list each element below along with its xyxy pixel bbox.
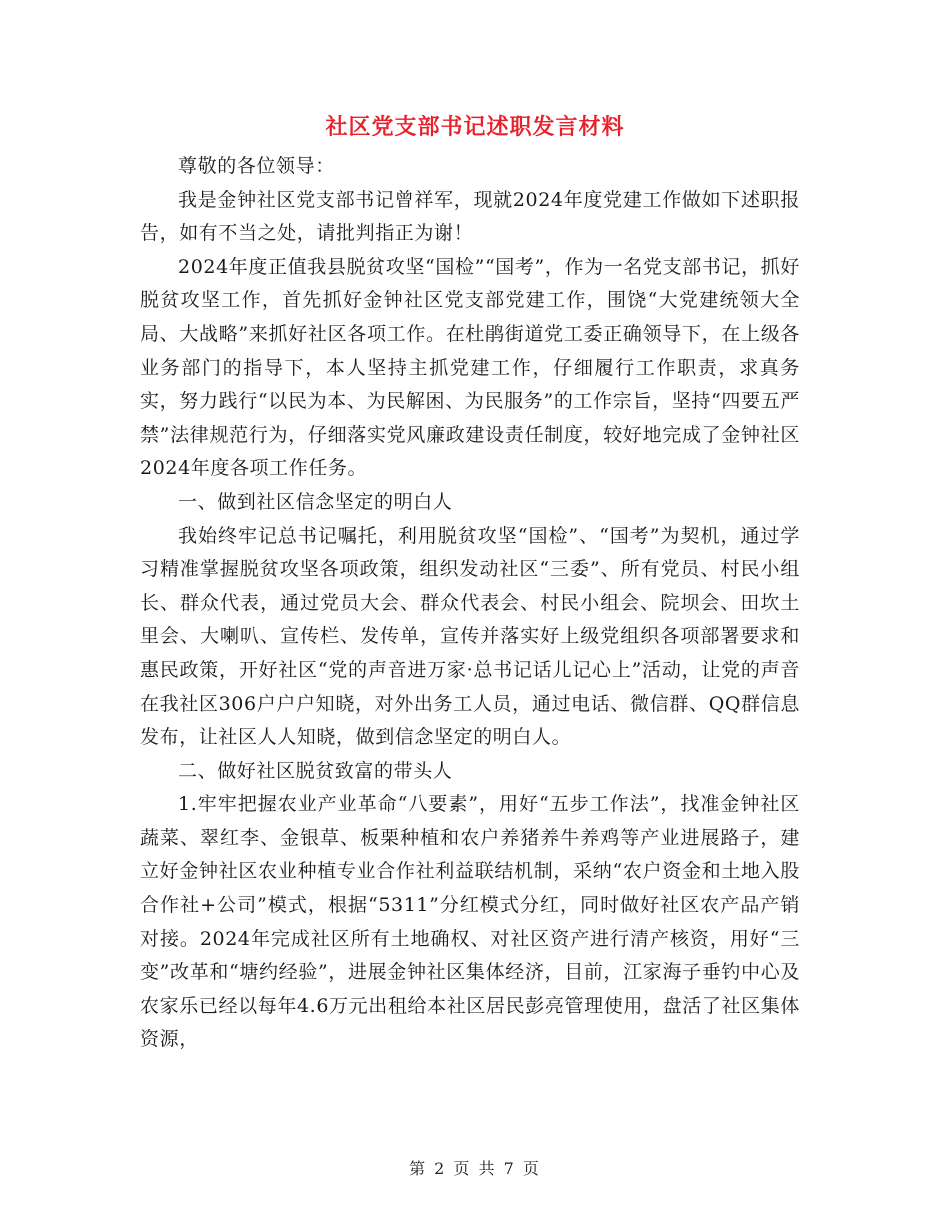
section-heading: 一、做到社区信念坚定的明白人 bbox=[178, 490, 453, 513]
body-paragraph: 我始终牢记总书记嘱托，利用脱贫攻坚“国检”、“国考”为契机，通过学习精准掌握脱贫攻坚各项政策，组织发动社区“三委”、所有党员、村民小组长、群众代表，通过党员大会、群众代表会、村民小组会、院坝会、田坎土里会、大喇叭、宣传栏、发传单，宣传并落实好上级党组织各项部署要求和惠民政策，开好社区“党的声音进万家·总书记话儿记心上”活动，让党的声音在我社区306户户户知晓，对外出务工人员，通过电话、微信群、QQ群信息发布，让社区人人知晓，做到信念坚定的明白人。 bbox=[140, 524, 800, 749]
salutation-paragraph: 尊敬的各位领导： bbox=[178, 155, 335, 177]
body-paragraph: 我是金钟社区党支部书记曾祥军，现就2024年度党建工作做如下述职报告，如有不当之处，请批判指正为谢！ bbox=[140, 188, 800, 245]
page-footer: 第 2 页 共 7 页 bbox=[409, 1159, 541, 1178]
body-paragraph: 1.牢牢把握农业产业革命“八要素”，用好“五步工作法”，找准金钟社区蔬菜、翠红李、金银草、板栗种植和农户养猪养牛养鸡等产业进展路子，建立好金钟社区农业种植专业合作社利益联结机制，采纳“农户资金和土地入股合作社+公司”模式，根据“5311”分红模式分红，同时做好社区农产品产销对接。2024年完成社区所有土地确权、对社区资产进行清产核资，用好“三变”改革和“塘约经验”，进展金钟社区集体经济，目前，江家海子垂钓中心及农家乐已经以每年4.6万元出租给本社区居民彭亮管理使用，盘活了社区集体资源， bbox=[140, 793, 800, 1051]
section-heading: 二、做好社区脱贫致富的带头人 bbox=[178, 759, 453, 782]
body-paragraph: 2024年度正值我县脱贫攻坚“国检”“国考”，作为一名党支部书记，抓好脱贫攻坚工作，首先抓好金钟社区党支部党建工作，围饶“大党建统领大全局、大战略”来抓好社区各项工作。在杜鹃街道党工委正确领导下，在上级各业务部门的指导下，本人坚持主抓党建工作，仔细履行工作职责，求真务实，努力践行“以民为本、为民解困、为民服务”的工作宗旨，坚持“四要五严禁”法律规范行为，仔细落实党风廉政建设责任制度，较好地完成了金钟社区2024年度各项工作任务。 bbox=[140, 255, 800, 480]
document-title: 社区党支部书记述职发言材料 bbox=[325, 114, 625, 140]
document-body bbox=[140, 150, 800, 1057]
